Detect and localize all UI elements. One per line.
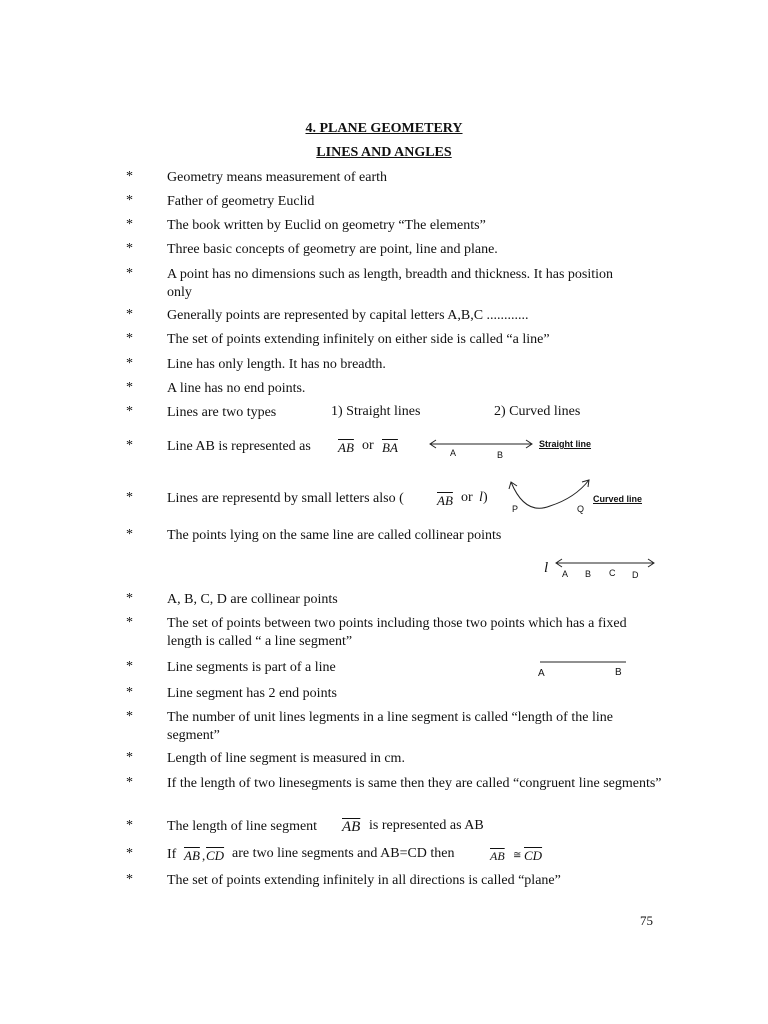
represented-as-ab: is represented as AB [369,818,484,833]
bullet: * [126,380,133,395]
bullet: * [126,241,133,256]
list-item: The set of points extending infinitely in all directions is called “plane” [167,873,561,888]
bullet: * [126,217,133,232]
list-item: Three basic concepts of geometry are point, line and plane. [167,242,498,257]
notation-ab-small: $\overline{AB}$ [437,493,453,508]
notation-ab: $\overline{AB}$ [338,440,354,455]
curved-point-q: Q [577,504,585,514]
segment-diagram [538,658,628,666]
notation-cd-cong: $\overline{CD}$ [524,848,543,863]
list-item: The length of line segment [167,819,318,834]
collinear-point-c: C [609,568,616,578]
collinear-line-name: l [544,560,549,576]
straight-point-b: B [497,450,504,460]
curved-line-label: Curved line [593,494,643,504]
notation-ab-if: $\overline{AB}$ [184,848,200,863]
bullet: * [126,193,133,208]
bullet: * [126,169,133,184]
bullet: * [126,404,133,419]
chapter-title: 4. PLANE GEOMETERY [305,121,463,136]
collinear-point-b: B [585,569,592,579]
list-item: Generally points are represented by capital letters A,B,C ............ [167,308,529,323]
list-item: The set of points extending infinitely on either side is called “a line” [167,332,550,347]
straight-point-a: A [450,448,457,458]
bullet: * [126,307,133,322]
line-type-straight: 1) Straight lines [331,404,421,419]
list-item: The book written by Euclid on geometry “The elements” [167,218,486,233]
list-item: Line has only length. It has no breadth. [167,357,386,372]
notation-or-2: or [461,490,473,505]
list-item: Line AB is represented as [167,439,311,454]
bullet: * [126,438,133,453]
list-item: A line has no end points. [167,381,306,396]
straight-line-diagram [426,434,536,460]
bullet: * [126,266,133,281]
bullet: * [126,490,133,505]
straight-line-label: Straight line [539,439,592,449]
bullet: * [126,591,133,606]
notation-ab-cong: $\overline{AB}$ [490,849,505,863]
list-item: Line segments is part of a line [167,660,336,675]
page-number: 75 [640,913,653,928]
bullet: * [126,750,133,765]
list-item: If the length of two linesegments is same then they are called “congruent line segments” [167,776,662,791]
collinear-point-a: A [562,569,569,579]
list-item: Father of geometry Euclid [167,194,315,209]
bullet: * [126,709,133,724]
list-item: A, B, C, D are collinear points [167,592,338,607]
bullet: * [126,527,133,542]
bullet: * [126,775,133,790]
notation-ba: $\overline{BA}$ [382,440,398,455]
collinear-point-d: D [632,570,639,580]
list-item: Geometry means measurement of earth [167,170,388,185]
notation-or: or [362,438,374,453]
bullet: * [126,615,133,630]
bullet: * [126,685,133,700]
two-segments-text: are two line segments and AB=CD then [232,846,455,861]
collinear-diagram [553,556,657,570]
bullet: * [126,846,133,861]
list-item: Line segment has 2 end points [167,686,337,701]
bullet: * [126,659,133,674]
list-item: The set of points between two points including those two points which has a fixed length is called “ a line segment” [167,616,627,649]
bullet: * [126,872,133,887]
congruent-symbol: ≅ [513,850,522,861]
list-item: Lines are two types [167,405,277,420]
bullet: * [126,818,133,833]
segment-point-b: B [615,667,622,678]
list-item: A point has no dimensions such as length, breadth and thickness. It has position only [167,267,614,300]
bullet: * [126,331,133,346]
list-item: Length of line segment is measured in cm. [167,751,405,766]
list-item: The points lying on the same line are called collinear points [167,528,502,543]
notation-close-paren: ) [483,490,488,505]
line-type-curved: 2) Curved lines [494,404,581,419]
segment-point-a: A [538,668,545,679]
curved-point-p: P [512,504,519,514]
notation-l: l [479,490,483,505]
list-item: If [167,847,177,862]
section-title: LINES AND ANGLES [316,145,452,160]
notation-ab-length: $\overline{AB}$ [342,819,361,835]
list-item: Lines are representd by small letters also ( [167,491,404,506]
list-item: The number of unit lines legments in a line segment is called “length of the line segment” [167,710,613,743]
bullet: * [126,356,133,371]
notation-comma: , [202,848,206,863]
notation-cd-if: $\overline{CD}$ [206,848,225,863]
